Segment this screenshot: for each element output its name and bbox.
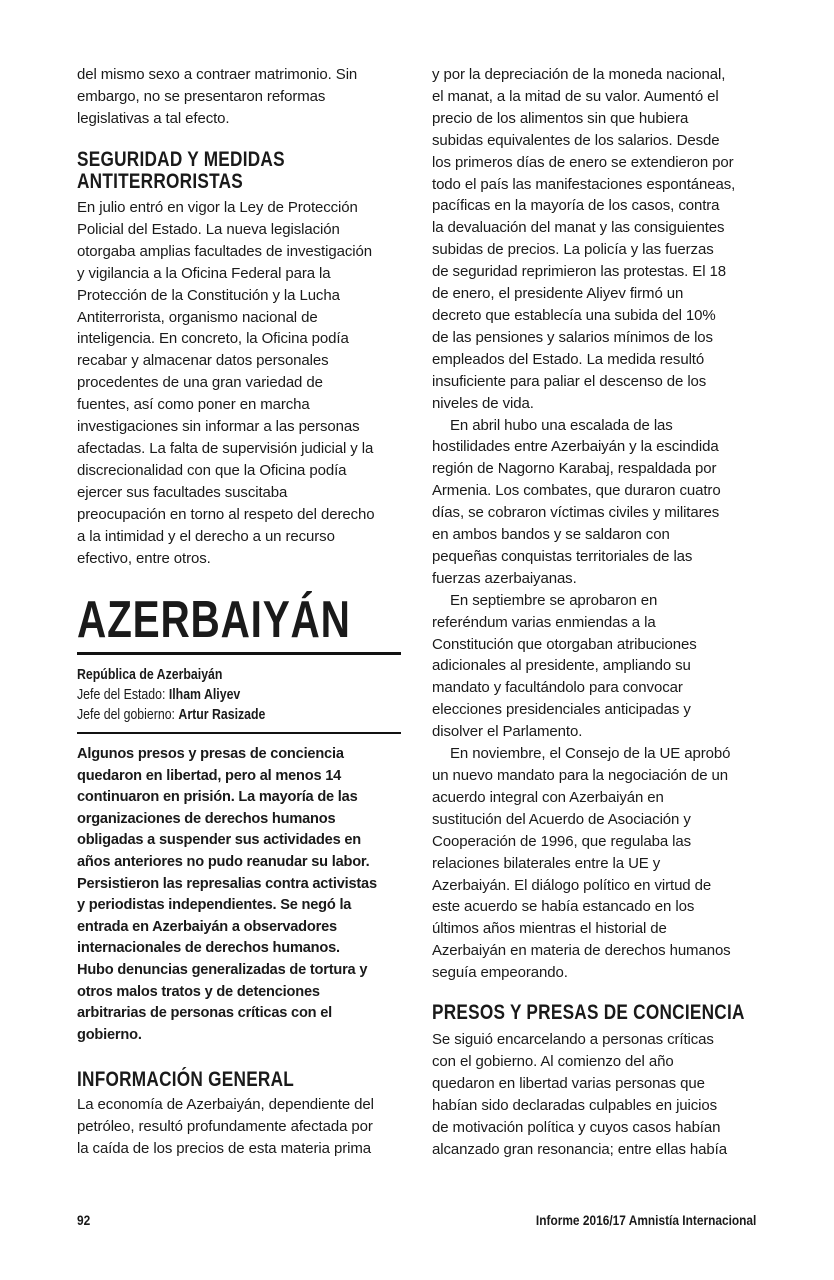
general-info-paragraph: La economía de Azerbaiyán, dependiente del petróleo, resultó profundamente afectada por la caída de los precios de esta materia prima: [77, 1096, 374, 1157]
security-paragraph: En julio entró en vigor la Ley de Protección Policial del Estado. La nueva legislación otorgaba amplias facultades de investigación y vigilancia a la Oficina Federal para la Protección de la Constitución y la Lucha Antiterrorista, organismo nacional de inteligencia. En concreto, la Oficina podía recabar y almacenar datos personales procedentes de una gran variedad de fuentes, así como poner en marcha investigaciones sin informar a las personas afectadas. La falta de supervisión judicial y la discrecionalidad con que la Oficina podía ejercer sus facultades suscitaba preocupación en torno al respeto del derecho a la intimidad y el derecho a un recurso efectivo, entre otros.: [77, 199, 375, 567]
page-number: 92: [77, 1212, 91, 1228]
info-rule: [77, 732, 401, 734]
head-of-state: Ilham Aliyev: [168, 687, 241, 703]
head-of-gov: Artur Rasizade: [178, 707, 266, 723]
head-of-gov-label: Jefe del gobierno:: [77, 707, 179, 723]
prisoners-paragraph: Se siguió encarcelando a personas críticas con el gobierno. Al comienzo del año quedaron en libertad varias personas que habían sido declaradas culpables en juicios de motivación política y cuyos casos habían alcanzado gran resonancia; entre ellas había: [432, 1031, 727, 1158]
section-heading-security: SEGURIDAD Y MEDIDAS ANTITERRORISTAS: [77, 148, 285, 193]
title-rule: [77, 652, 401, 655]
country-official-name: República de Azerbaiyán: [77, 667, 223, 683]
summary-paragraph: Algunos presos y presas de conciencia quedaron en libertad, pero al menos 14 continuaron en prisión. La mayoría de las organizaciones de derechos humanos obligadas a suspender sus actividades en años anteriores no pudo reanudar su labor. Persistieron las represalias contra activistas y periodistas independientes. Se negó la entrada en Azerbaiyán a observadores internacionales de derechos humanos. Hubo denuncias generalizadas de tortura y otros malos tratos y de detenciones arbitrarias de personas críticas con el gobierno.: [77, 746, 377, 1043]
economy-paragraph: y por la depreciación de la moneda nacional, el manat, a la mitad de su valor. Aumentó el precio de los alimentos sin que hubiera subidas equivalentes de los salarios. Desde los primeros días de enero se extendieron por todo el país las manifestaciones espontáneas, pacíficas en la mayoría de los casos, contra la devaluación del manat y las consiguientes subidas de precios. La policía y las fuerzas de seguridad reprimieron las protestas. El 18 de enero, el presidente Aliyev firmó un decreto que establecía una subida del 10% de las pensiones y salarios mínimos de los empleados del Estado. La medida resultó insuficiente para paliar el descenso de los niveles de vida.: [432, 66, 736, 412]
publication-footer: Informe 2016/17 Amnistía Internacional: [535, 1212, 756, 1228]
head-of-state-label: Jefe del Estado:: [77, 687, 169, 703]
conflict-paragraph: En abril hubo una escalada de las hostilidades entre Azerbaiyán y la escindida región de Nagorno Karabaj, respaldada por Armenia. Los combates, que duraron cuatro días, se cobraron víctimas civiles y militares en ambos bandos y se saldaron con pequeñas conquistas territoriales de las fuerzas azerbaiyanas.: [432, 416, 721, 587]
referendum-paragraph: En septiembre se aprobaron en referéndum varias enmiendas a la Constitución que otorgaban atribuciones adicionales al presidente, ampliando su mandato y facultándolo para convocar elecciones presidenciales anticipadas y disolver el Parlamento.: [432, 591, 697, 741]
country-title: AZERBAIYÁN: [77, 591, 351, 649]
intro-paragraph: del mismo sexo a contraer matrimonio. Sin embargo, no se presentaron reformas legislativas a tal efecto.: [77, 66, 358, 127]
section-heading-prisoners: PRESOS Y PRESAS DE CONCIENCIA: [432, 1001, 745, 1024]
country-info: [77, 665, 265, 725]
eu-paragraph: En noviembre, el Consejo de la UE aprobó un nuevo mandato para la negociación de un acuerdo integral con Azerbaiyán en sustitución del Acuerdo de Asociación y Cooperación de 1996, que regulaba las relaciones bilaterales entre la UE y Azerbaiyán. El diálogo político en virtud de este acuerdo se había estancado en los últimos años mientras el historial de Azerbaiyán en materia de derechos humanos seguía empeorando.: [432, 745, 731, 982]
section-heading-general-info: INFORMACIÓN GENERAL: [77, 1068, 295, 1091]
